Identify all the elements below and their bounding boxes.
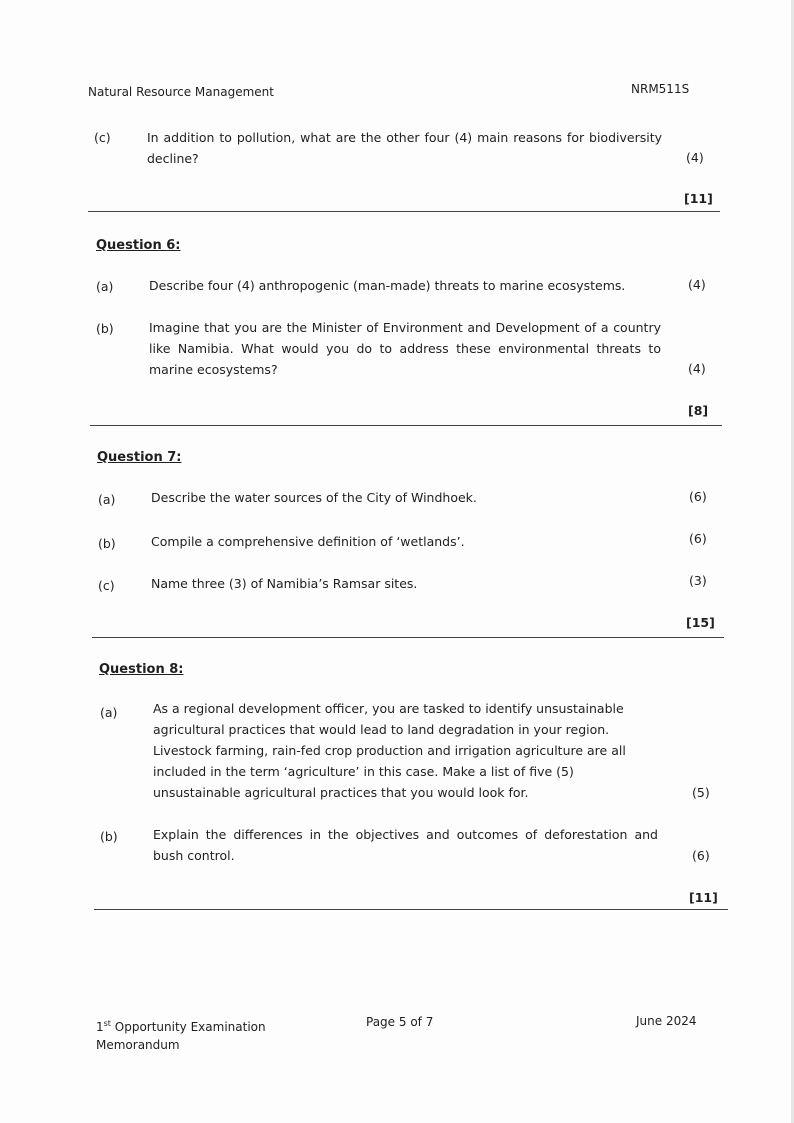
q8-title: Question 8: — [99, 662, 184, 677]
q6a-text: Describe four (4) anthropogenic (man-made) threats to marine ecosystems. — [149, 278, 626, 293]
q8-divider — [94, 909, 728, 910]
q5c-marks: (4) — [686, 150, 704, 165]
q7c-label: (c) — [98, 578, 115, 593]
q8b-text: Explain the differences in the objectives and outcomes of deforestation and bush control. — [153, 827, 658, 863]
q6b-text: Imagine that you are the Minister of Environment and Development of a country like Namibia. What would you do to address these environmental threats to marine ecosystems? — [149, 320, 661, 377]
q5c-text: In addition to pollution, what are the other four (4) main reasons for biodiversity decline? — [147, 130, 662, 166]
q8a-label: (a) — [100, 705, 118, 720]
q6b-label: (b) — [96, 321, 114, 336]
q7b-marks: (6) — [689, 531, 707, 546]
q8a-marks: (5) — [692, 785, 710, 800]
q8-total: [11] — [689, 890, 718, 905]
q6a-marks: (4) — [688, 277, 706, 292]
q7a-label: (a) — [98, 492, 116, 507]
q5c-label: (c) — [94, 130, 111, 145]
q6-divider — [90, 425, 722, 426]
footer-page-number: Page 5 of 7 — [366, 1015, 434, 1029]
q5-divider — [88, 211, 720, 212]
q7-title: Question 7: — [97, 450, 182, 465]
q8b-label: (b) — [100, 829, 118, 844]
q7b-text: Compile a comprehensive definition of ‘wetlands’. — [151, 534, 465, 549]
footer-ordinal: 1 — [96, 1020, 104, 1034]
q7b-label: (b) — [98, 536, 116, 551]
footer-line1: Opportunity Examination — [110, 1020, 266, 1034]
footer-line2: Memorandum — [96, 1038, 180, 1052]
q7c-marks: (3) — [689, 573, 707, 588]
q6b-marks: (4) — [688, 361, 706, 376]
q5-total: [11] — [684, 191, 713, 206]
footer-date: June 2024 — [636, 1014, 697, 1028]
q6a-label: (a) — [96, 279, 114, 294]
header-course-code: NRM511S — [631, 82, 690, 96]
q7c-text: Name three (3) of Namibia’s Ramsar sites. — [151, 576, 418, 591]
q7a-marks: (6) — [689, 489, 707, 504]
q7a-text: Describe the water sources of the City of Windhoek. — [151, 490, 477, 505]
footer-ordinal-suffix: st — [103, 1019, 111, 1028]
q7-divider — [92, 637, 724, 638]
header-course-title: Natural Resource Management — [88, 85, 274, 99]
q6-title: Question 6: — [96, 238, 181, 253]
q6-total: [8] — [688, 403, 709, 418]
footer-exam-type — [96, 1015, 266, 1054]
q8b-marks: (6) — [692, 848, 710, 863]
q8a-text: As a regional development officer, you are tasked to identify unsustainable agricultural practices that would lead to land degradation in your region. Livestock farming, rain-fed crop production and irrigation agriculture are all included in the term ‘agriculture’ in this case. Make a list of five (5) unsustainable agricultural practices that you would look for. — [153, 701, 626, 800]
q7-total: [15] — [686, 615, 715, 630]
